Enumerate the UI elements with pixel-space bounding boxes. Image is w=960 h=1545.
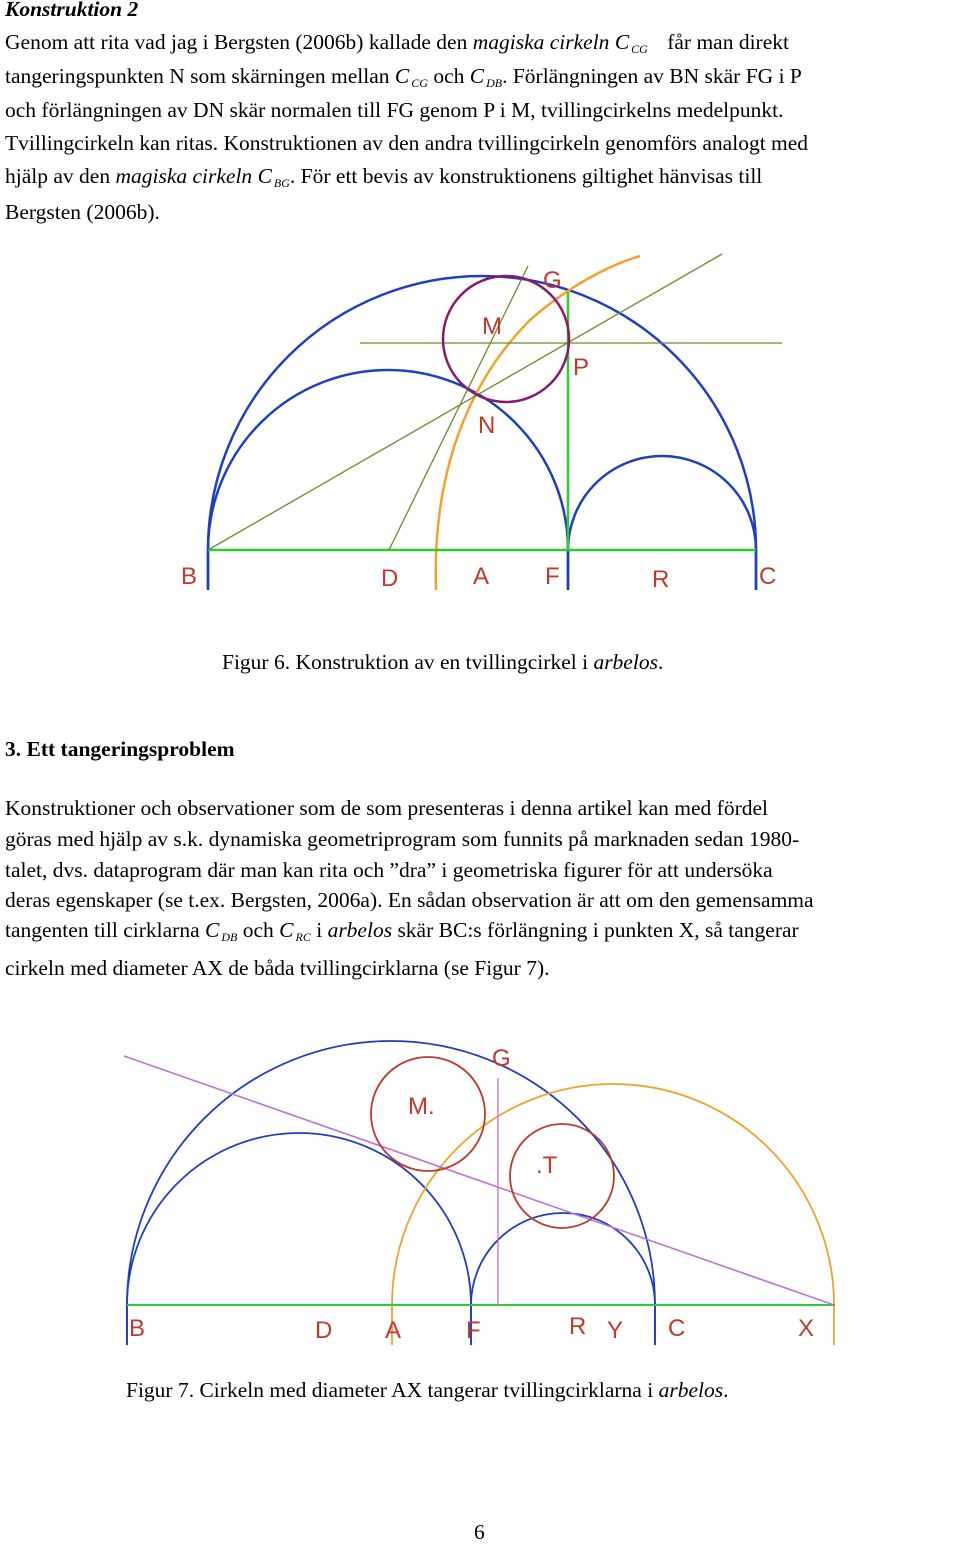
label-d: D xyxy=(381,565,399,592)
label-g: G xyxy=(492,1045,511,1072)
label-p: P xyxy=(573,354,590,381)
paragraph-line: göras med hjälp av s.k. dynamiska geometriprogram som funnits på marknaden sedan 1980- xyxy=(5,827,800,851)
label-r: R xyxy=(652,566,670,593)
text-run: . För ett bevis av konstruktionens giltighet hänvisas till xyxy=(289,164,763,188)
line-dm xyxy=(389,266,528,550)
label-c: C xyxy=(759,563,777,590)
circle-symbol: C $_{CG}$ xyxy=(394,64,428,90)
circle-symbol: C $_{DB}$ xyxy=(205,918,238,944)
text-run: Genom att rita vad jag i Bergsten (2006b) kallade den xyxy=(5,30,473,54)
label-r: R xyxy=(569,1313,587,1340)
figure-6-caption: Figur 6. Konstruktion av en tvillingcirkel i arbelos. xyxy=(222,650,664,674)
twin-circle xyxy=(443,276,569,402)
section-heading: Konstruktion 2 xyxy=(5,0,139,21)
text-run: och xyxy=(427,64,470,88)
text-run: och xyxy=(237,918,280,942)
label-m: M. xyxy=(408,1093,435,1120)
paragraph-line: talet, dvs. dataprogram där man kan rita och ”dra” i geometriska figurer för att undersöka xyxy=(5,858,773,882)
paragraph-line: Konstruktioner och observationer som de som presenteras i denna artikel kan med fördel xyxy=(5,796,769,820)
paragraph-line: deras egenskaper (se t.ex. Bergsten, 2006a). En sådan observation är att om den gemensamma xyxy=(5,888,814,912)
label-b: B xyxy=(129,1315,146,1342)
paragraph-line: Tvillingcirkeln kan ritas. Konstruktionen av den andra tvillingcirkeln genomförs analogt med xyxy=(5,131,809,155)
label-n: N xyxy=(478,412,496,439)
label-y: Y xyxy=(607,1317,624,1344)
italic-term: magiska cirkeln xyxy=(472,30,610,54)
page-number: 6 xyxy=(474,1520,485,1544)
label-g: G xyxy=(543,267,562,294)
figure-6 xyxy=(0,0,960,600)
circle-symbol: C $_{DB}$ xyxy=(469,64,503,90)
label-f: F xyxy=(545,563,560,590)
figure-7-caption: Figur 7. Cirkeln med diameter AX tangerar tvillingcirklarna i arbelos. xyxy=(126,1378,729,1402)
label-f: F xyxy=(466,1317,481,1344)
text-run: får man direkt xyxy=(661,30,789,54)
label-a: A xyxy=(473,563,490,590)
circle-symbol: C $_{RC}$ xyxy=(279,918,311,944)
label-m: M xyxy=(482,313,502,340)
italic-term: magiska cirkeln xyxy=(115,164,253,188)
circle-symbol: C $_{BG}$ xyxy=(257,164,290,190)
text-run: tangeringspunkten N som skärningen mellan xyxy=(5,64,395,88)
arc-bf xyxy=(127,1133,471,1345)
italic-term: arbelos xyxy=(327,918,393,942)
label-x: X xyxy=(798,1315,815,1342)
text-run: tangenten till cirklarna xyxy=(5,918,205,942)
arc-bf xyxy=(208,370,568,590)
label-t: .T xyxy=(536,1152,558,1179)
section-title: 3. Ett tangeringsproblem xyxy=(5,737,235,761)
paragraph-line: och förlängningen av DN skär normalen till FG genom P i M, tvillingcirkelns medelpunkt. xyxy=(5,98,784,122)
paragraph-line: Bergsten (2006b). xyxy=(5,200,160,224)
label-d: D xyxy=(315,1317,333,1344)
paragraph-line xyxy=(5,914,955,953)
figure-7 xyxy=(0,1020,960,1360)
label-b: B xyxy=(181,563,198,590)
label-c: C xyxy=(668,1315,686,1342)
text-run: . Förlängningen av BN skär FG i P xyxy=(502,64,802,88)
text-run: i xyxy=(310,918,328,942)
text-run: hjälp av den xyxy=(5,164,116,188)
circle-symbol: C $_{CG}$ xyxy=(614,30,648,56)
text-run: skär BC:s förlängning i punkten X, så tangerar xyxy=(392,918,799,942)
label-a: A xyxy=(385,1317,402,1344)
paragraph-line: cirkeln med diameter AX de båda tvillingcirklarna (se Figur 7). xyxy=(5,956,550,980)
